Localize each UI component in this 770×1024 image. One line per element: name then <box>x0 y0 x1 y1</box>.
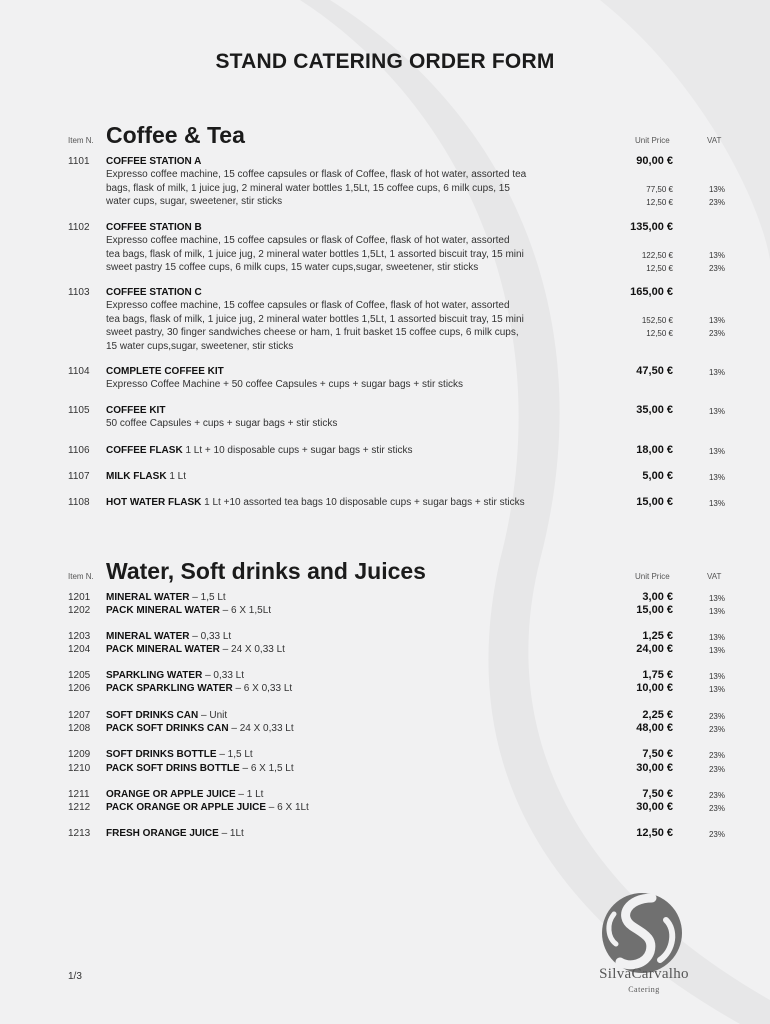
item-detail: – 1Lt <box>218 828 244 839</box>
vat-rate: 13% <box>708 633 725 642</box>
item-number: 1108 <box>68 497 90 508</box>
item-description <box>106 643 606 656</box>
item-detail-line: tea bags, flask of milk, 1 juice jug, 2 mineral water bottles 1,5Lt, 1 assorted biscuit tray, 15 mini <box>106 313 524 325</box>
logo-wordmark: SilvaCarvalho <box>599 966 689 982</box>
item-description <box>106 788 606 801</box>
item-price: 90,00 € <box>636 155 673 167</box>
item-detail: – 24 X 0,33 Lt <box>219 644 285 655</box>
section-title-drinks: Water, Soft drinks and Juices <box>106 558 426 584</box>
price-breakdown: 152,50 € <box>641 316 673 325</box>
item-detail: 1 Lt <box>166 471 187 482</box>
item-number: 1103 <box>68 287 90 298</box>
vat-rate: 13% <box>708 473 725 482</box>
item-detail-line: Expresso Coffee Machine + 50 coffee Capsules + cups + sugar bags + stir sticks <box>106 379 464 391</box>
vat-rate: 13% <box>708 407 725 416</box>
item-description <box>106 591 606 604</box>
item-name: PACK MINERAL WATER <box>106 644 220 655</box>
item-description <box>106 155 606 209</box>
section-title-coffee: Coffee & Tea <box>106 122 245 148</box>
item-price: 18,00 € <box>636 444 673 456</box>
vat-rate: 13% <box>708 607 725 616</box>
item-detail-line: Expresso coffee machine, 15 coffee capsules or flask of Coffee, flask of hot water, assorted <box>106 235 510 247</box>
vat-rate: 23% <box>708 830 725 839</box>
item-price: 2,25 € <box>642 709 673 721</box>
item-detail-line: tea bags, flask of milk, 1 juice jug, 2 mineral water bottles 1,5Lt, 1 assorted biscuit tray, 15 mini <box>106 248 524 260</box>
vat-rate: 23% <box>708 712 725 721</box>
item-description <box>106 444 606 457</box>
vat-header: VAT <box>707 572 722 581</box>
vat-rate: 23% <box>708 804 725 813</box>
item-detail-line: water cups, sugar, sweetener, stir sticks <box>106 196 283 208</box>
item-number: 1102 <box>68 222 90 233</box>
item-detail-line: 15 water cups,sugar, sweetener, stir sticks <box>106 340 294 352</box>
price-breakdown: 12,50 € <box>646 198 673 207</box>
item-name: SOFT DRINKS CAN <box>106 710 199 721</box>
item-price: 1,75 € <box>642 669 673 681</box>
vat-rate: 23% <box>708 751 725 760</box>
item-description <box>106 709 606 722</box>
item-detail: – 1,5 Lt <box>189 592 226 603</box>
vat-rate: 23% <box>708 264 725 273</box>
vat-rate: 13% <box>708 251 725 260</box>
item-number: 1201 <box>68 592 91 603</box>
item-price: 5,00 € <box>642 470 673 482</box>
item-price: 3,00 € <box>642 591 673 603</box>
item-number-header: Item N. <box>68 136 94 145</box>
item-description <box>106 669 606 682</box>
item-number: 1212 <box>68 802 91 813</box>
item-number: 1106 <box>68 445 90 456</box>
vat-rate: 13% <box>708 316 725 325</box>
item-description <box>106 748 606 761</box>
vat-rate: 13% <box>708 447 725 456</box>
vat-header: VAT <box>707 136 722 145</box>
item-price: 15,00 € <box>636 496 673 508</box>
item-name: PACK MINERAL WATER <box>106 605 220 616</box>
vat-rate: 23% <box>708 725 725 734</box>
item-name: PACK SPARKLING WATER <box>106 683 233 694</box>
item-name: COMPLETE COFFEE KIT <box>106 366 224 377</box>
item-name: MINERAL WATER <box>106 592 190 603</box>
item-price: 15,00 € <box>636 604 673 616</box>
vat-rate: 13% <box>708 499 725 508</box>
item-price: 24,00 € <box>636 643 673 655</box>
logo-subtitle: Catering <box>628 985 660 994</box>
price-breakdown: 122,50 € <box>641 251 673 260</box>
item-description <box>106 496 616 509</box>
unit-price-header: Unit Price <box>635 136 670 145</box>
item-description <box>106 722 606 735</box>
item-name: SPARKLING WATER <box>106 670 203 681</box>
item-detail-line: sweet pastry, 30 finger sandwiches cheese or ham, 1 fruit basket 15 coffee cups, 6 milk cups, <box>106 327 519 339</box>
item-name: COFFEE FLASK <box>106 445 183 456</box>
item-detail: 1 Lt + 10 disposable cups + sugar bags + stir sticks <box>182 445 413 456</box>
item-detail: – 6 X 1,5 Lt <box>239 763 294 774</box>
item-name: COFFEE KIT <box>106 405 166 416</box>
vat-rate: 23% <box>708 791 725 800</box>
item-price: 165,00 € <box>630 286 673 298</box>
item-description <box>106 630 606 643</box>
item-number: 1203 <box>68 631 91 642</box>
item-price: 35,00 € <box>636 404 673 416</box>
vat-rate: 13% <box>708 594 725 603</box>
page-title: STAND CATERING ORDER FORM <box>215 50 555 73</box>
item-description <box>106 762 606 775</box>
price-breakdown: 12,50 € <box>646 264 673 273</box>
item-detail: – 0,33 Lt <box>189 631 232 642</box>
item-description <box>106 604 606 617</box>
item-detail-line: sweet pastry 15 coffee cups, 6 milk cups, 15 water cups,sugar, sweetener, stir sticks <box>106 262 479 274</box>
vat-rate: 23% <box>708 765 725 774</box>
item-name: COFFEE STATION A <box>106 156 202 167</box>
item-description <box>106 365 606 392</box>
vat-rate: 13% <box>708 185 725 194</box>
item-number: 1208 <box>68 723 91 734</box>
item-price: 12,50 € <box>636 827 673 839</box>
item-number: 1211 <box>68 789 90 800</box>
item-number: 1207 <box>68 710 91 721</box>
item-detail: – Unit <box>198 710 228 721</box>
vat-rate: 23% <box>708 329 725 338</box>
item-detail: – 6 X 1,5Lt <box>219 605 272 616</box>
item-detail: – 1,5 Lt <box>216 749 253 760</box>
item-name: PACK ORANGE OR APPLE JUICE <box>106 802 267 813</box>
item-name: PACK SOFT DRINS BOTTLE <box>106 763 240 774</box>
item-name: PACK SOFT DRINKS CAN <box>106 723 229 734</box>
item-description <box>106 286 606 353</box>
item-number: 1213 <box>68 828 91 839</box>
item-description <box>106 470 606 483</box>
item-number: 1209 <box>68 749 91 760</box>
item-price: 135,00 € <box>630 221 673 233</box>
item-price: 48,00 € <box>636 722 673 734</box>
item-detail: – 24 X 0,33 Lt <box>228 723 294 734</box>
page-number: 1/3 <box>68 971 82 982</box>
price-breakdown: 12,50 € <box>646 329 673 338</box>
item-name: COFFEE STATION C <box>106 287 202 298</box>
vat-rate: 13% <box>708 685 725 694</box>
item-detail-line: bags, flask of milk, 1 juice jug, 2 mineral water bottles 1,5Lt, 15 coffee cups, 6 milk cups, 15 <box>106 182 510 194</box>
item-number: 1107 <box>68 471 90 482</box>
item-description <box>106 827 606 840</box>
item-number: 1204 <box>68 644 91 655</box>
item-number: 1206 <box>68 683 91 694</box>
item-price: 1,25 € <box>642 630 673 642</box>
item-name: MILK FLASK <box>106 471 167 482</box>
vat-rate: 13% <box>708 368 725 377</box>
item-number: 1104 <box>68 366 90 377</box>
item-name: HOT WATER FLASK <box>106 497 202 508</box>
item-number: 1202 <box>68 605 91 616</box>
item-price: 10,00 € <box>636 682 673 694</box>
item-name: MINERAL WATER <box>106 631 190 642</box>
item-name: ORANGE OR APPLE JUICE <box>106 789 236 800</box>
item-number: 1210 <box>68 763 91 774</box>
vat-rate: 13% <box>708 646 725 655</box>
vat-rate: 13% <box>708 672 725 681</box>
item-detail: – 6 X 1Lt <box>266 802 309 813</box>
item-name: COFFEE STATION B <box>106 222 202 233</box>
item-price: 7,50 € <box>642 788 673 800</box>
item-detail-line: 50 coffee Capsules + cups + sugar bags + stir sticks <box>106 418 338 430</box>
item-number: 1105 <box>68 405 90 416</box>
item-number: 1101 <box>68 156 90 167</box>
vat-rate: 23% <box>708 198 725 207</box>
item-detail-line: Expresso coffee machine, 15 coffee capsules or flask of Coffee, flask of hot water, assorted tea <box>106 169 527 181</box>
item-detail: – 1 Lt <box>235 789 264 800</box>
item-name: FRESH ORANGE JUICE <box>106 828 219 839</box>
item-price: 30,00 € <box>636 762 673 774</box>
item-price: 7,50 € <box>642 748 673 760</box>
item-number: 1205 <box>68 670 91 681</box>
item-price: 47,50 € <box>636 365 673 377</box>
item-name: SOFT DRINKS BOTTLE <box>106 749 217 760</box>
unit-price-header: Unit Price <box>635 572 670 581</box>
item-detail: – 0,33 Lt <box>202 670 244 681</box>
item-detail: 1 Lt +10 assorted tea bags 10 disposable cups + sugar bags + stir sticks <box>201 497 525 508</box>
item-description <box>106 682 606 695</box>
item-price: 30,00 € <box>636 801 673 813</box>
item-description <box>106 801 606 814</box>
item-number-header: Item N. <box>68 572 94 581</box>
price-breakdown: 77,50 € <box>646 185 673 194</box>
item-description <box>106 221 606 275</box>
item-description <box>106 404 606 431</box>
item-detail: – 6 X 0,33 Lt <box>232 683 293 694</box>
item-detail-line: Expresso coffee machine, 15 coffee capsules or flask of Coffee, flask of hot water, assorted <box>106 300 510 312</box>
